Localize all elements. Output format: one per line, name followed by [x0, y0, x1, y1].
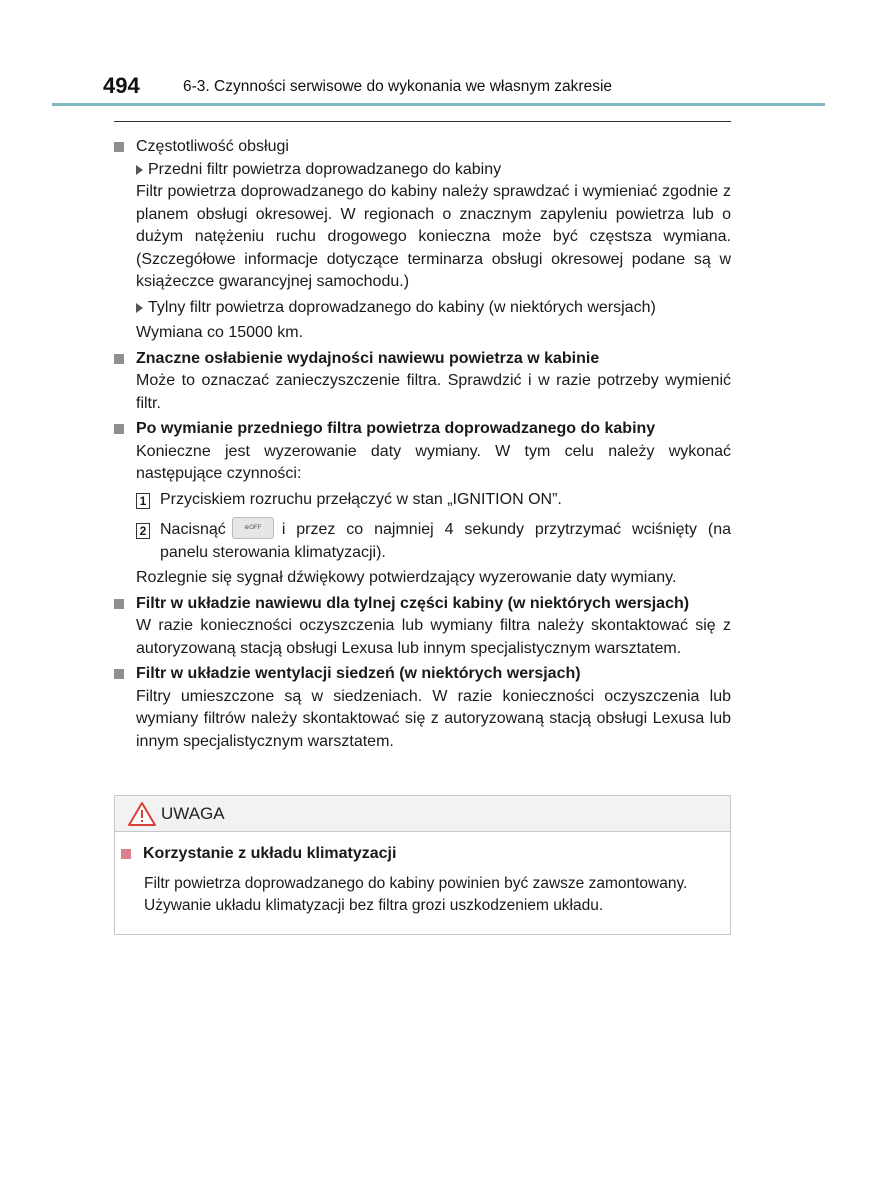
paragraph: Konieczne jest wyzerowanie daty wymiany. W tym celu należy wykonać następujące czynności:: [136, 442, 731, 482]
paragraph: Może to oznaczać zanieczyszczenie filtra. Sprawdzić i w razie potrzeby wymienić filtr.: [136, 372, 731, 412]
paragraph: Wymiana co 15000 km.: [136, 324, 304, 341]
paragraph: Filtr powietrza doprowadzanego do kabiny należy sprawdzać i wymieniać zgodnie z planem obsługi okresowej. W regionach o znacznym zapyleniu powietrza lub o dużym natężeniu ruchu drogowego konieczna może być częstsza wymiana. (Szczegółowe informacje dotyczące terminarza obsługi okresowej podane są w książeczce gwarancyjnej samochodu.): [136, 183, 731, 290]
square-bullet-icon: [114, 599, 124, 609]
triangle-bullet-icon: [136, 303, 143, 313]
warning-section-title: Korzystanie z układu klimatyzacji: [121, 845, 730, 863]
subsection-title: Przedni filtr powietrza doprowadzanego do kabiny: [136, 159, 731, 182]
warning-label: UWAGA: [161, 803, 225, 823]
step-item: 2 Nacisnąć ⊕OFF i przez co najmniej 4 sekundy przytrzymać wciśnięty (na panelu sterowania klimatyzacji).: [136, 519, 731, 564]
section-title: Filtr w układzie nawiewu dla tylnej części kabiny (w niektórych wersjach): [114, 593, 731, 616]
square-bullet-icon: [114, 669, 124, 679]
chapter-title: 6-3. Czynności serwisowe do wykonania we własnym zakresie: [183, 78, 613, 95]
square-bullet-icon: [114, 142, 124, 152]
warning-box: [114, 795, 731, 935]
section-title: Znaczne osłabienie wydajności nawiewu powietrza w kabinie: [114, 348, 731, 371]
triangle-bullet-icon: [136, 165, 143, 175]
square-bullet-icon: [114, 354, 124, 364]
step-number: 1: [136, 493, 150, 509]
square-bullet-icon: [121, 849, 131, 859]
step-number: 2: [136, 523, 150, 539]
page-number: 494: [103, 73, 140, 98]
warning-header: [115, 796, 730, 832]
subsection-title: Tylny filtr powietrza doprowadzanego do kabiny (w niektórych wersjach): [136, 297, 731, 320]
main-content: [114, 133, 731, 753]
paragraph: Filtry umieszczone są w siedzeniach. W razie konieczności oczyszczenia lub wymiany filtrów należy skontaktować się z autoryzowaną stacją obsługi Lexusa lub innym specjalistycznym warsztatem.: [136, 687, 731, 750]
header-rule: [52, 103, 825, 106]
step-item: 1 Przyciskiem rozruchu przełączyć w stan „IGNITION ON”.: [136, 489, 731, 512]
section-title: Częstotliwość obsługi: [114, 136, 731, 159]
climate-off-button-icon: ⊕OFF: [232, 517, 274, 539]
page-header: [0, 0, 877, 112]
content-top-rule: [114, 121, 731, 122]
square-bullet-icon: [114, 424, 124, 434]
paragraph: Rozlegnie się sygnał dźwiękowy potwierdzający wyzerowanie daty wymiany.: [136, 569, 677, 587]
warning-text: Filtr powietrza doprowadzanego do kabiny powinien być zawsze zamontowany. Używanie układu klimatyzacji bez filtra grozi uszkodzeniem układu.: [144, 875, 688, 914]
paragraph: W razie konieczności oczyszczenia lub wymiany filtra należy skontaktować się z autoryzowaną stacją obsługi Lexusa lub innym specjalistycznym warsztatem.: [136, 617, 731, 657]
warning-triangle-icon: [127, 801, 157, 827]
section-title: Filtr w układzie wentylacji siedzeń (w niektórych wersjach): [114, 663, 731, 686]
section-title: Po wymianie przedniego filtra powietrza doprowadzanego do kabiny: [114, 418, 731, 441]
